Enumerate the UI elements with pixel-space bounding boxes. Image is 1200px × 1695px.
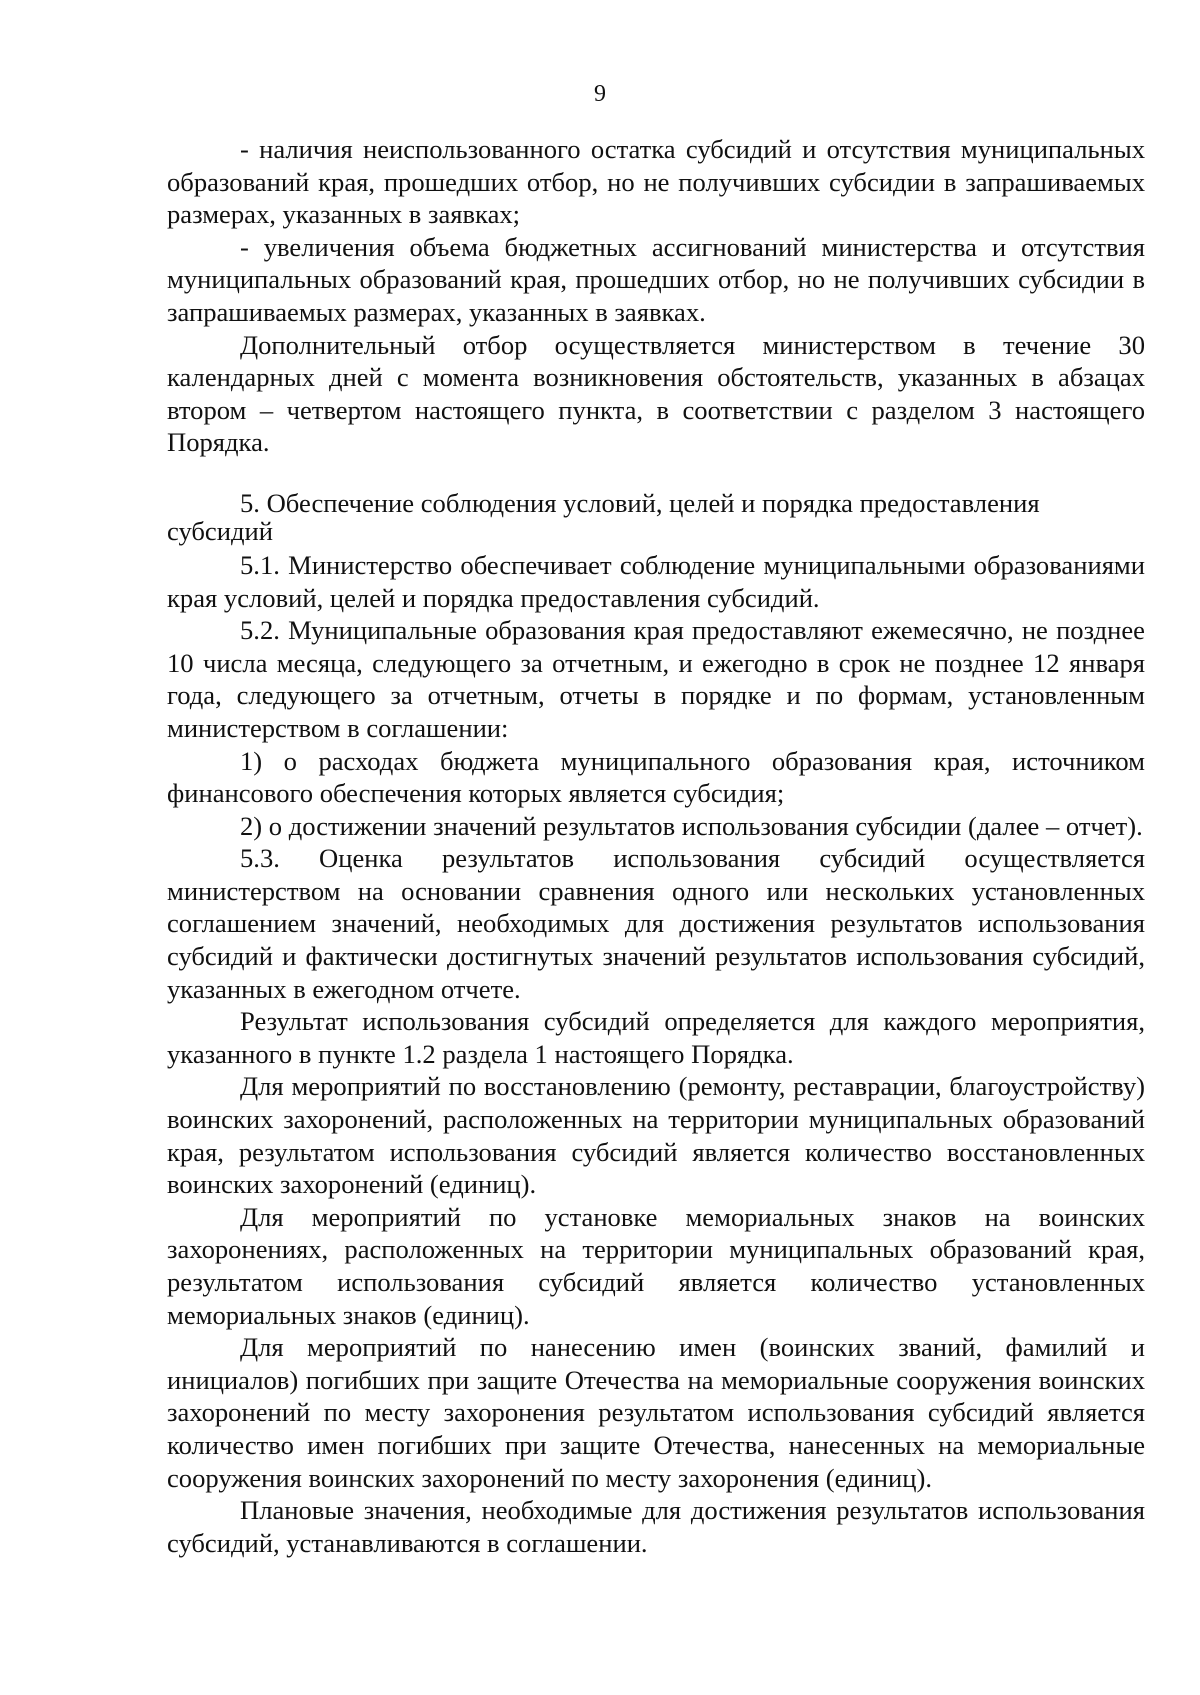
paragraph-result-definition: Результат использования субсидий определяется для каждого мероприятия, указанного в пункте 1.2 раздела 1 настоящего Порядка.	[167, 1006, 1145, 1069]
paragraph-names-result: Для мероприятий по нанесению имен (воинских званий, фамилий и инициалов) погибших при защите Отечества на мемориальные сооружения воинских захоронений по месту захоронения результатом использования субсидий является количество имен погибших при защите Отечества, нанесенных на мемориальные сооружения воинских захоронений по месту захоронения (единиц).	[167, 1332, 1145, 1493]
page-number: 9	[594, 81, 606, 107]
paragraph-5-3: 5.3. Оценка результатов использования субсидий осуществляется министерством на основании сравнения одного или нескольких установленных соглашением значений, необходимых для достижения результатов использования субсидий и фактически достигнутых значений результатов использования субсидий, указанных в ежегодном отчете.	[167, 843, 1145, 1004]
paragraph-report-results: 2) о достижении значений результатов использования субсидии (далее – отчет).	[240, 810, 1143, 841]
section-heading: 5. Обеспечение соблюдения условий, целей и порядка предоставления субсидий	[167, 487, 1040, 546]
paragraph-additional-selection: Дополнительный отбор осуществляется министерством в течение 30 календарных дней с момента возникновения обстоятельств, указанных в абзацах втором – четвертом настоящего пункта, в соответствии с разделом 3 настоящего Порядка.	[167, 329, 1145, 458]
paragraph-planned-values: Плановые значения, необходимые для достижения результатов использования субсидий, устанавливаются в соглашении.	[167, 1495, 1145, 1558]
paragraph-5-1: 5.1. Министерство обеспечивает соблюдение муниципальными образованиями края условий, целей и порядка предоставления субсидий.	[167, 549, 1145, 613]
paragraph-restoration-result: Для мероприятий по восстановлению (ремонту, реставрации, благоустройству) воинских захоронений, расположенных на территории муниципальных образований края, результатом использования субсидий является количество восстановленных воинских захоронений (единиц).	[167, 1071, 1145, 1200]
paragraph-unused-balance: - наличия неиспользованного остатка субсидий и отсутствия муниципальных образований края, прошедших отбор, но не получивших субсидии в запрашиваемых размерах, указанных в заявках;	[167, 134, 1145, 230]
document-body	[167, 133, 1145, 1559]
paragraph-5-2: 5.2. Муниципальные образования края предоставляют ежемесячно, не позднее 10 числа месяца, следующего за отчетным, и ежегодно в срок не позднее 12 января года, следующего за отчетным, отчеты в порядке и по формам, установленным министерством в соглашении:	[167, 615, 1145, 743]
paragraph-budget-increase: - увеличения объема бюджетных ассигнований министерства и отсутствия муниципальных образований края, прошедших отбор, но не получивших субсидии в запрашиваемых размерах, указанных в заявках.	[167, 231, 1145, 327]
paragraph-report-expenses: 1) о расходах бюджета муниципального образования края, источником финансового обеспечения которых является субсидия;	[167, 745, 1145, 809]
paragraph-memorial-signs-result: Для мероприятий по установке мемориальных знаков на воинских захоронениях, расположенных на территории муниципальных образований края, результатом использования субсидий является количество установленных мемориальных знаков (единиц).	[167, 1201, 1145, 1330]
